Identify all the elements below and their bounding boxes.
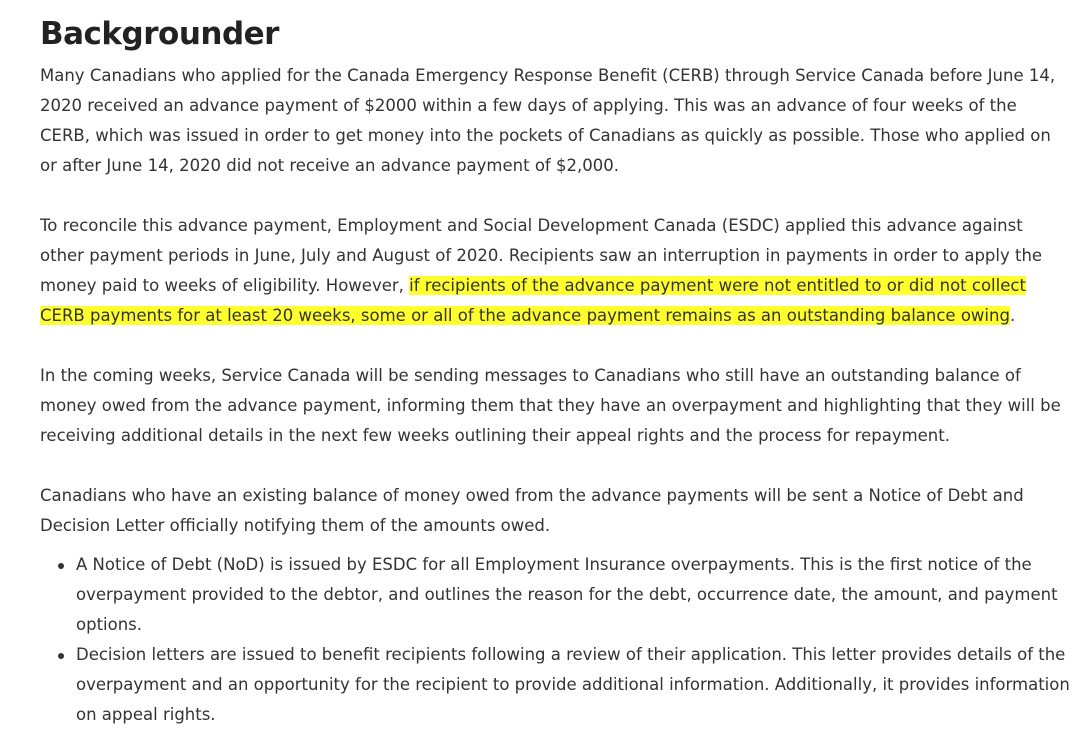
- list-item-text: Decision letters are issued to benefit recipients following a review of their application. This letter provides details of the overpayment and an opportunity for the recipient to provide additional information. Additionally, it provides information on appeal rights.: [76, 645, 1070, 724]
- paragraph-notice: Canadians who have an existing balance of money owed from the advance payments will be sent a Notice of Debt and Decision Letter officially notifying them of the amounts owed.: [40, 486, 1024, 535]
- paragraph-reconcile-text: To reconcile this advance payment, Employment and Social Development Canada (ESDC) applied this advance against other payment periods in June, July and August of 2020. Recipients saw an interruption in payments in order to apply the money paid to weeks of eligibility. However,: [40, 216, 1043, 295]
- article-body: [40, 0, 1070, 730]
- list-item-text: A Notice of Debt (NoD) is issued by ESDC for all Employment Insurance overpayments. This is the first notice of the overpayment provided to the debtor, and outlines the reason for the debt, occurrence date, the amount, and payment options.: [76, 555, 1058, 634]
- bullet-list: [40, 550, 1070, 730]
- list-item: [76, 550, 1070, 640]
- paragraph-reconcile-end: .: [1009, 306, 1016, 325]
- paragraph-messages: In the coming weeks, Service Canada will be sending messages to Canadians who still have an outstanding balance of money owed from the advance payment, informing them that they have an overpayment and highlighting that they will be receiving additional details in the next few weeks outlining their appeal rights and the process for repayment.: [40, 366, 1061, 445]
- paragraph-spacer: [40, 451, 1070, 481]
- paragraph-reconcile: [40, 211, 1070, 331]
- page-title: Backgrounder: [40, 16, 279, 52]
- bullet-icon: [58, 563, 64, 569]
- paragraph-spacer: [40, 331, 1070, 361]
- paragraph-spacer: [40, 181, 1070, 211]
- bullet-icon: [58, 653, 64, 659]
- paragraph-cerb-advance: Many Canadians who applied for the Canada Emergency Response Benefit (CERB) through Service Canada before June 14, 2020 received an advance payment of $2000 within a few days of applying. This was an advance of four weeks of the CERB, which was issued in order to get money into the pockets of Canadians as quickly as possible. Those who applied on or after June 14, 2020 did not receive an advance payment of $2,000.: [40, 66, 1056, 175]
- highlighted-text: if recipients of the advance payment were not entitled to or did not collect CERB payments for at least 20 weeks, some or all of the advance payment remains as an outstanding balance owing: [40, 276, 1026, 325]
- list-item: [76, 640, 1070, 730]
